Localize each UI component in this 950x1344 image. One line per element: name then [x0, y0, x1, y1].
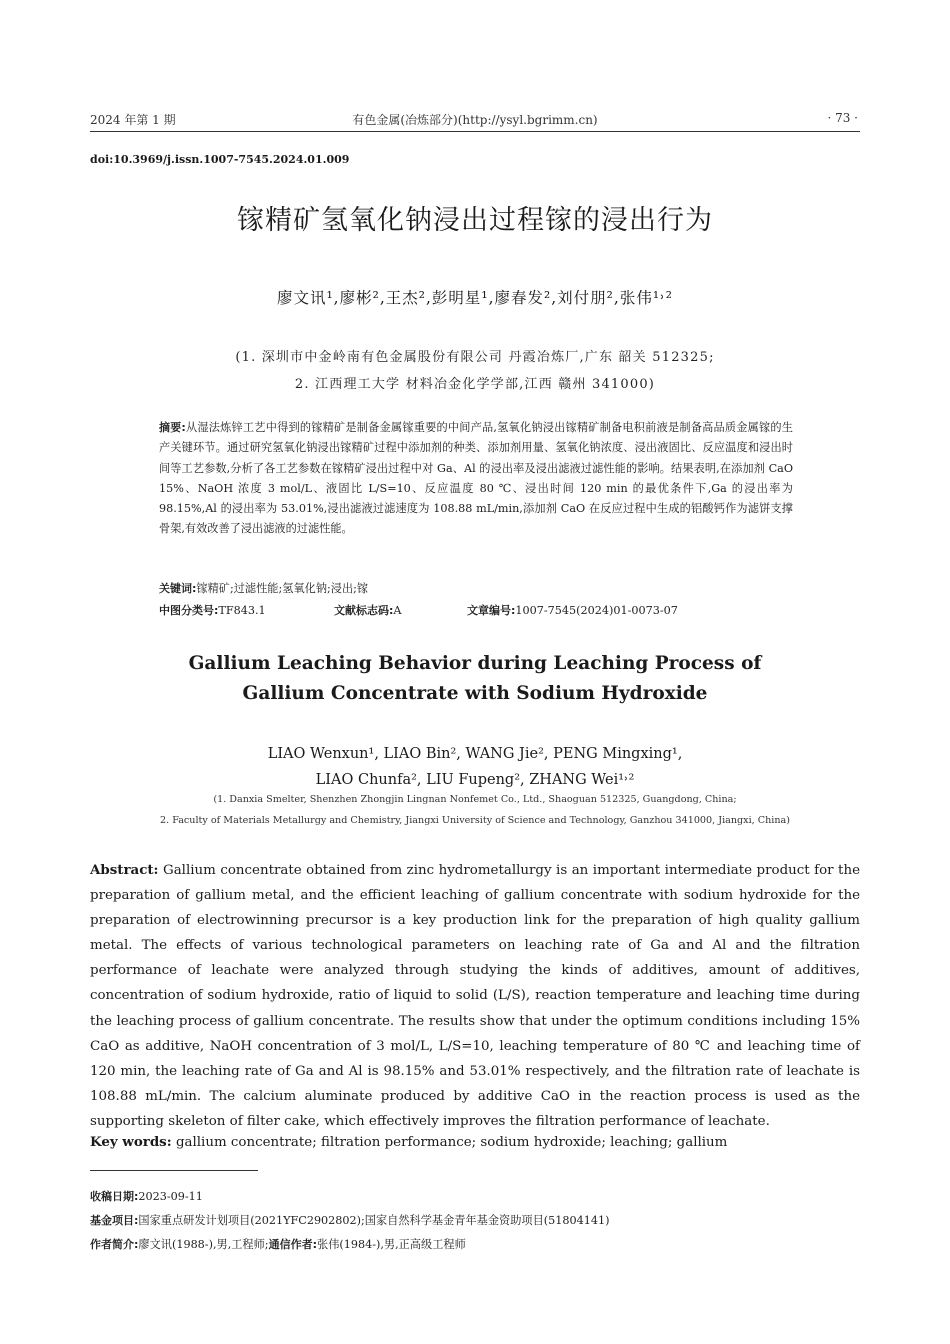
keywords-chinese-text: 镓精矿;过滤性能;氢氧化钠;浸出;镓: [196, 582, 369, 595]
abstract-english-text: Gallium concentrate obtained from zinc hydrometallurgy is an important intermediate product for the preparation of gallium metal, and the efficient leaching of gallium concentrate with sodium hydroxide for the preparation of electrowinning precursor is a key production link for the preparation of high quality gallium metal. The effects of various technological parameters on leaching rate of Ga and Al and the filtration performance of leachate were analyzed through studying the kinds of additives, amount of additives, concentration of sodium hydroxide, ratio of liquid to solid (L/S), reaction temperature and leaching time during the leaching process of gallium concentrate. The results show that under the optimum conditions including 15% CaO as additive, NaOH concentration of 3 mol/L, L/S=10, leaching temperature of 80 ℃ and leaching time of 120 min, the leaching rate of Ga and Al is 98.15% and 53.01% respectively, and the filtration rate of leachate is 108.88 mL/min. The calcium aluminate produced by additive CaO in the reaction process is used as the supporting skeleton of filter cake, which effectively improves the filtration performance of leachate.: [90, 863, 860, 1129]
affiliation-english-2: 2. Faculty of Materials Metallurgy and Chemistry, Jiangxi University of Science and Technology, Ganzhou 341000, Jiangxi, China): [160, 815, 790, 826]
author-bio-label: 作者简介:: [90, 1238, 139, 1251]
keywords-english-label: Key words:: [90, 1134, 172, 1150]
footnote-received: [90, 1188, 203, 1204]
abstract-chinese: [159, 418, 793, 540]
header-journal: 有色金属(冶炼部分)(http://ysyl.bgrimm.cn): [352, 113, 598, 127]
document-code-value: A: [393, 604, 402, 617]
corresponding-label: 通信作者:: [268, 1238, 317, 1251]
footnote-rule: [90, 1170, 258, 1171]
authors-english-line-2: LIAO Chunfa², LIU Fupeng², ZHANG Wei¹˒²: [315, 772, 635, 788]
clc-value: TF843.1: [218, 604, 266, 617]
affiliation-chinese-2: 2. 江西理工大学 材料冶金化学学部,江西 赣州 341000): [294, 377, 656, 392]
affiliation-chinese-1: (1. 深圳市中金岭南有色金属股份有限公司 丹霞冶炼厂,广东 韶关 512325;: [235, 350, 715, 365]
abstract-chinese-text: 从湿法炼锌工艺中得到的镓精矿是制备金属镓重要的中间产品,氢氧化钠浸出镓精矿制备电积前液是制备高品质金属镓的生产关键环节。通过研究氢氧化钠浸出镓精矿过程中添加剂的种类、添加剂用量、氢氧化钠浓度、浸出液固比、反应温度和浸出时间等工艺参数,分析了各工艺参数在镓精矿浸出过程中对 Ga、Al 的浸出率及浸出滤液过滤性能的影响。结果表明,在添加剂 CaO 15%、NaOH 浓度 3 mol/L、液固比 L/S=10、反应温度 80 ℃、浸出时间 120 min 的最优条件下,Ga 的浸出率为 98.15%,Al 的浸出率为 53.01%,浸出滤液过滤速度为 108.88 mL/min,添加剂 CaO 在反应过程中生成的铝酸钙作为滤饼支撑骨架,有效改善了浸出滤液的过滤性能。: [159, 421, 793, 536]
received-label: 收稿日期:: [90, 1190, 139, 1203]
funding-value: 国家重点研发计划项目(2021YFC2902802);国家自然科学基金青年基金资助项目(51804141): [138, 1214, 610, 1227]
keywords-english: [90, 1134, 727, 1150]
article-number-value: 1007-7545(2024)01-0073-07: [515, 604, 678, 617]
doi: doi:10.3969/j.issn.1007-7545.2024.01.009: [90, 153, 350, 166]
abstract-english-label: Abstract:: [90, 862, 159, 878]
authors-chinese: 廖文讯¹,廖彬²,王杰²,彭明星¹,廖春发²,刘付朋²,张伟¹˒²: [276, 289, 674, 307]
clc-label: 中图分类号:: [159, 604, 219, 617]
document-code: [334, 602, 467, 618]
title-english-line-2: Gallium Concentrate with Sodium Hydroxide: [242, 683, 708, 704]
keywords-english-text: gallium concentrate; filtration performance; sodium hydroxide; leaching; gallium: [175, 1135, 728, 1150]
article-number-label: 文章编号:: [467, 604, 516, 617]
header-rule: [90, 131, 860, 132]
abstract-english: [90, 858, 860, 1134]
header-issue: 2024 年第 1 期: [90, 113, 176, 127]
title-english-line-1: Gallium Leaching Behavior during Leaching Process of: [188, 653, 762, 674]
classification-line: [159, 602, 799, 618]
title-english: [0, 649, 950, 709]
affiliation-english-1: (1. Danxia Smelter, Shenzhen Zhongjin Lingnan Nonfemet Co., Ltd., Shaoguan 512325, Guangdong, China;: [213, 794, 737, 805]
footnote-author: [90, 1236, 466, 1252]
title-chinese: 镓精矿氢氧化钠浸出过程镓的浸出行为: [237, 205, 713, 236]
document-code-label: 文献标志码:: [334, 604, 394, 617]
received-value: 2023-09-11: [138, 1190, 203, 1203]
corresponding-value: 张伟(1984-),男,正高级工程师: [317, 1238, 466, 1251]
funding-label: 基金项目:: [90, 1214, 139, 1227]
header-page-number: · 73 ·: [827, 111, 858, 125]
keywords-chinese: [159, 580, 368, 596]
authors-english: [0, 741, 950, 793]
author-bio-value: 廖文讯(1988-),男,工程师;: [138, 1238, 269, 1251]
authors-english-line-1: LIAO Wenxun¹, LIAO Bin², WANG Jie², PENG Mingxing¹,: [267, 746, 683, 762]
article-number: [467, 602, 678, 618]
clc-number: [159, 602, 334, 618]
abstract-chinese-label: 摘要:: [159, 421, 186, 434]
keywords-chinese-label: 关键词:: [159, 582, 197, 595]
footnote-funding: [90, 1212, 609, 1228]
